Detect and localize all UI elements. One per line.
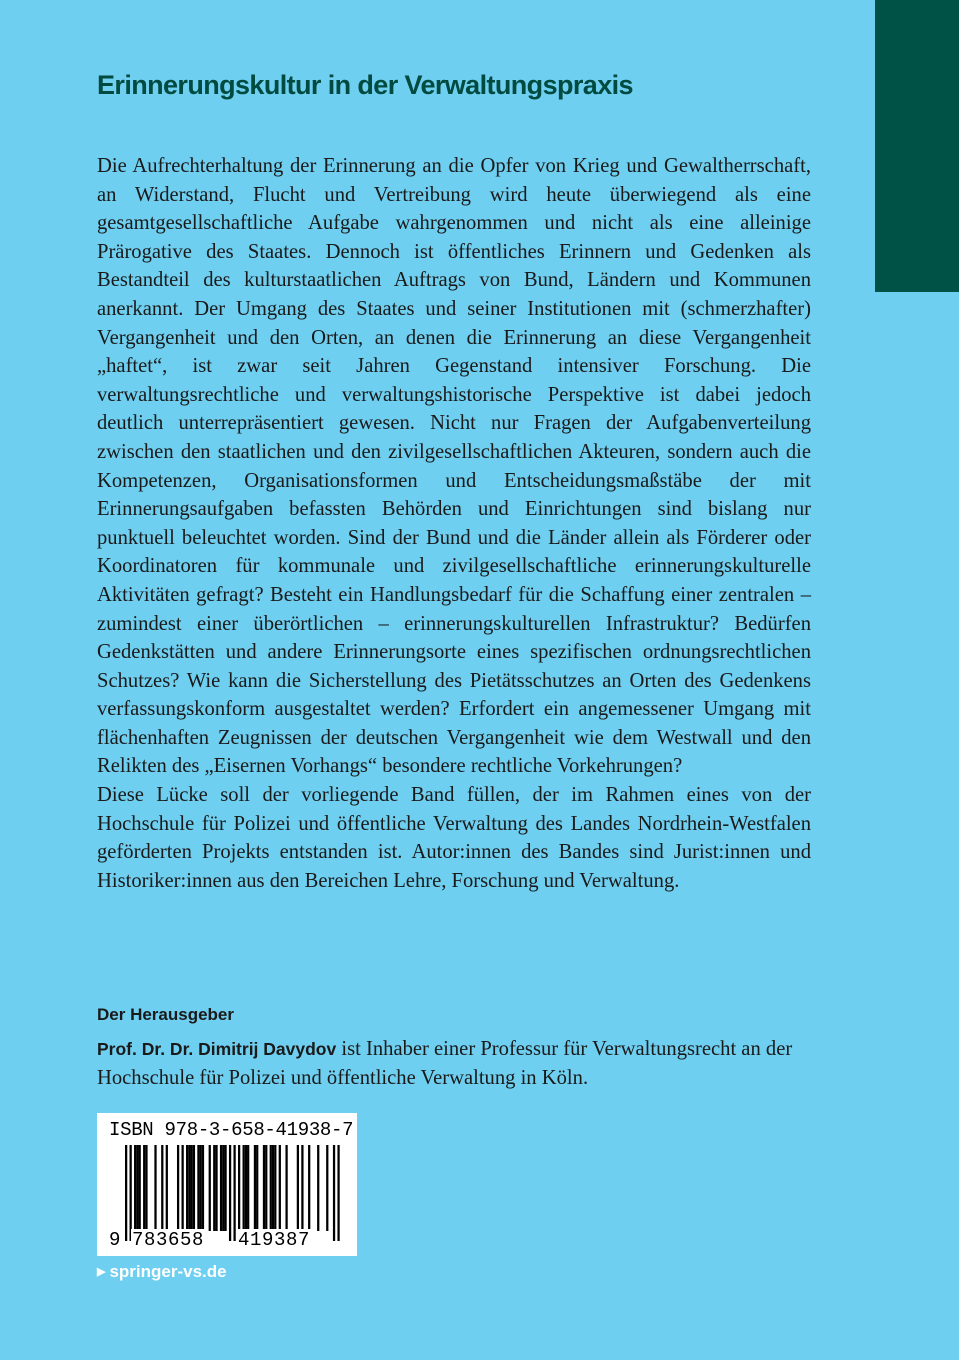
- editor-name: Prof. Dr. Dr. Dimitrij Davydov: [97, 1039, 337, 1059]
- barcode-bar: [134, 1145, 136, 1231]
- barcode-bar: [188, 1145, 190, 1231]
- barcode-bar: [297, 1145, 299, 1231]
- editor-heading: Der Herausgeber: [97, 1005, 235, 1024]
- barcode-bar: [220, 1145, 222, 1231]
- barcode-bar: [243, 1145, 245, 1231]
- blurb: [97, 152, 811, 895]
- barcode-bar: [200, 1145, 202, 1231]
- barcode-bar: [254, 1145, 256, 1231]
- barcode-bar: [279, 1145, 281, 1231]
- barcode-bar: [308, 1145, 310, 1231]
- blurb-paragraph-2: Diese Lücke soll der vorliegende Band füllen, der im Rahmen eines von der Hochschule für Polizei und öffentliche Verwaltung des Landes Nordrhein-Westfalen geförderten Projekts entstanden ist. Autor:innen des Bandes sind Jurist:innen und Historiker:innen aus den Bereichen Lehre, Forschung und Verwaltung.: [97, 784, 811, 892]
- barcode-bar: [263, 1145, 265, 1231]
- barcode-bar: [265, 1145, 267, 1231]
- barcode-bar: [213, 1145, 215, 1231]
- barcode-bar: [256, 1145, 258, 1231]
- barcode-bar: [222, 1145, 224, 1231]
- barcode-guard-bar: [125, 1145, 127, 1241]
- barcode-bar: [224, 1145, 226, 1231]
- barcode-bar: [154, 1145, 156, 1231]
- publisher-website-link[interactable]: [97, 1262, 227, 1282]
- barcode-bar: [136, 1145, 138, 1231]
- barcode-bar: [215, 1145, 217, 1231]
- barcode-bar: [143, 1145, 145, 1231]
- barcode-guard-bar: [333, 1145, 335, 1241]
- barcode-bar: [285, 1145, 287, 1231]
- barcode-bar: [272, 1145, 274, 1231]
- barcode-bar: [182, 1145, 184, 1231]
- barcode-bar: [274, 1145, 276, 1231]
- barcode-bar: [186, 1145, 188, 1231]
- blurb-paragraph-1: Die Aufrechterhaltung der Erinnerung an die Opfer von Krieg und Gewaltherrschaft, an Widerstand, Flucht und Vertreibung wird heute überwiegend als eine gesamtgesellschaftliche Aufgabe wahrgenommen und nicht als eine alleinige Prärogative des Staates. Dennoch ist öffentliches Erinnern und Gedenken als Bestandteil des kulturstaatlichen Auftrags von Bund, Ländern und Kommunen anerkannt. Der Umgang des Staates und seiner Institutionen mit (schmerzhafter) Vergangenheit und den Orten, an denen die Erinnerung an diese Vergangenheit „haftet“, ist zwar seit Jahren Gegenstand intensiver Forschung. Die verwaltungsrechtliche und verwaltungshistorische Perspektive ist dabei jedoch deutlich unterrepräsentiert gewesen. Nicht nur Fragen der Aufgabenverteilung zwischen den staatlichen und den zivilgesellschaftlichen Akteuren, sondern auch die Kompetenzen, Organisationsformen und Entscheidungsmaßstäbe der mit Erinnerungsaufgaben befassten Behörden und Einrichtungen sind bislang nur punktuell beleuchtet worden. Sind der Bund und die Länder allein als Förderer oder Koordinatoren für kommunale und zivilgesellschaftliche erinnerungskulturelle Aktivitäten gefragt? Besteht ein Handlungsbedarf für die Schaffung einer zentralen – zumindest einer überörtlichen – erinnerungskulturellen Infrastruktur? Bedürfen Gedenkstätten und andere Erinnerungsorte eines spezifischen ordnungsrechtlichen Schutzes? Wie kann die Sicherstellung des Pietätsschutzes an Orten des Gedenkens verfassungskonform ausgestaltet werden? Erfordert ein angemessener Umgang mit flächenhaften Zeugnissen der deutschen Vergangenheit wie dem Westwall und den Relikten des „Eisernen Vorhangs“ besondere rechtliche Vorkehrungen?: [97, 155, 811, 778]
- barcode-bar: [270, 1145, 272, 1231]
- isbn-label: ISBN 978-3-658-41938-7: [109, 1119, 354, 1141]
- barcode-bar: [161, 1145, 163, 1231]
- barcode-bar: [177, 1145, 179, 1231]
- barcode-box: [97, 1113, 357, 1256]
- barcode-bar: [317, 1145, 319, 1231]
- barcode-bar: [202, 1145, 204, 1231]
- barcode-guard-bar: [130, 1145, 132, 1241]
- barcode-digits-left: 783658: [132, 1229, 205, 1251]
- barcode-bar: [139, 1145, 141, 1231]
- arrow-right-icon: ▶: [97, 1265, 106, 1278]
- barcode-bar: [191, 1145, 193, 1231]
- barcode-guard-bar: [337, 1145, 339, 1241]
- barcode-guard-bar: [229, 1145, 231, 1241]
- barcode-bar: [245, 1145, 247, 1231]
- barcode-digit-first: 9: [109, 1229, 121, 1251]
- barcode-bar: [145, 1145, 147, 1231]
- barcode-bar: [197, 1145, 199, 1231]
- barcode-bar: [247, 1145, 249, 1231]
- barcode-bar: [166, 1145, 168, 1231]
- editor-bio-text: ist Inhaber einer Professur für Verwaltungsrecht an der Hochschule für Polizei und öffentliche Verwaltung in Köln.: [97, 1038, 793, 1089]
- barcode-bar: [209, 1145, 211, 1231]
- barcode-bar: [301, 1145, 303, 1231]
- barcode-digits-right: 419387: [238, 1229, 311, 1251]
- accent-bar: [875, 0, 959, 292]
- book-title: Erinnerungskultur in der Verwaltungspraxis: [97, 70, 633, 100]
- barcode-bar: [326, 1145, 328, 1231]
- website-label: springer-vs.de: [109, 1262, 227, 1281]
- editor-bio: [97, 1035, 811, 1092]
- barcode-bar: [238, 1145, 240, 1231]
- barcode-guard-bar: [233, 1145, 235, 1241]
- barcode-bar: [193, 1145, 195, 1231]
